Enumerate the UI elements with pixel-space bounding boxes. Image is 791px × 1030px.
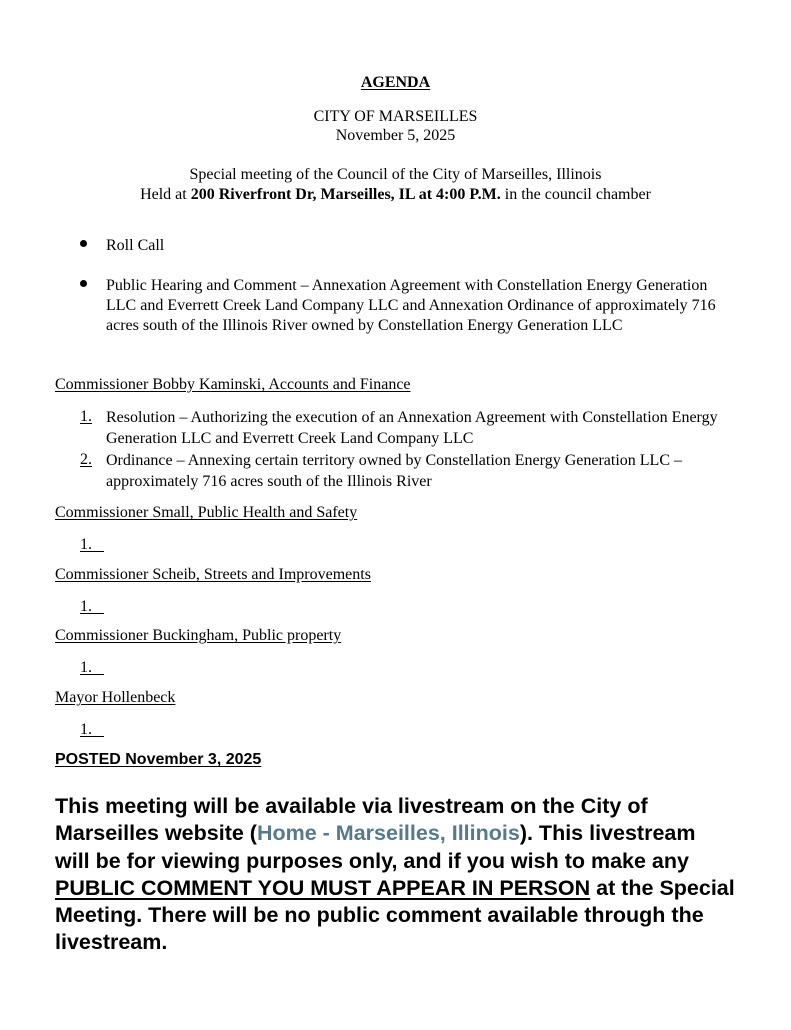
bullet-item-public-hearing: Public Hearing and Comment – Annexation Agreement with Constellation Energy Generation LLC and Everrett Creek Land Company LLC and Annexation Ordinance of approximately 716 acres south of the Illinois River owned by Constellation Energy Generation LLC xyxy=(106,277,716,334)
notice-emphasis: PUBLIC COMMENT YOU MUST APPEAR IN PERSON xyxy=(55,875,591,900)
city-name: CITY OF MARSEILLES xyxy=(313,108,478,125)
section-heading: Mayor Hollenbeck xyxy=(55,689,176,706)
agenda-title: AGENDA xyxy=(360,74,431,91)
section-heading: Commissioner Scheib, Streets and Improvements xyxy=(55,566,371,583)
location-address: 200 Riverfront Dr, Marseilles, IL at 4:00 P.M. xyxy=(190,186,501,203)
notice-text-3: at the Special Meeting. There will be no public comment available through the livestream. xyxy=(55,875,735,955)
posted-date: POSTED November 3, 2025 xyxy=(55,751,262,768)
meeting-description: Special meeting of the Council of the City of Marseilles, Illinois xyxy=(189,166,602,183)
section-heading: Commissioner Small, Public Health and Safety xyxy=(55,504,358,521)
section-heading: Commissioner Bobby Kaminski, Accounts and Finance xyxy=(55,376,411,393)
agenda-item-resolution: Resolution – Authorizing the execution of an Annexation Agreement with Constellation Energy Generation LLC and Everrett Creek Land Company LLC xyxy=(106,409,718,447)
bullet-icon xyxy=(80,276,92,294)
item-marker: 1. xyxy=(80,408,92,425)
section-heading: Commissioner Buckingham, Public property xyxy=(55,627,342,644)
agenda-item-ordinance: Ordinance – Annexing certain territory owned by Constellation Energy Generation LLC – approximately 716 acres south of the Illinois River xyxy=(106,452,682,490)
empty-agenda-item: 1. xyxy=(80,659,92,676)
meeting-location xyxy=(0,185,791,205)
location-suffix: in the council chamber xyxy=(500,186,651,203)
bullet-item-roll-call: Roll Call xyxy=(106,237,165,254)
empty-agenda-item: 1. xyxy=(80,598,92,615)
location-prefix: Held at xyxy=(140,186,191,203)
livestream-notice xyxy=(55,793,735,957)
website-link[interactable]: Home - Marseilles, Illinois xyxy=(256,821,520,846)
bullet-icon xyxy=(80,236,92,254)
item-marker: 2. xyxy=(80,451,92,468)
notice-text-1: This meeting will be available via livestream on the City of Marseilles website ( xyxy=(55,794,648,846)
empty-agenda-item: 1. xyxy=(80,721,92,738)
notice-text-2: ). This livestream will be for viewing purposes only, and if you wish to make any xyxy=(55,821,696,873)
empty-agenda-item: 1. xyxy=(80,536,92,553)
meeting-date: November 5, 2025 xyxy=(335,127,456,144)
